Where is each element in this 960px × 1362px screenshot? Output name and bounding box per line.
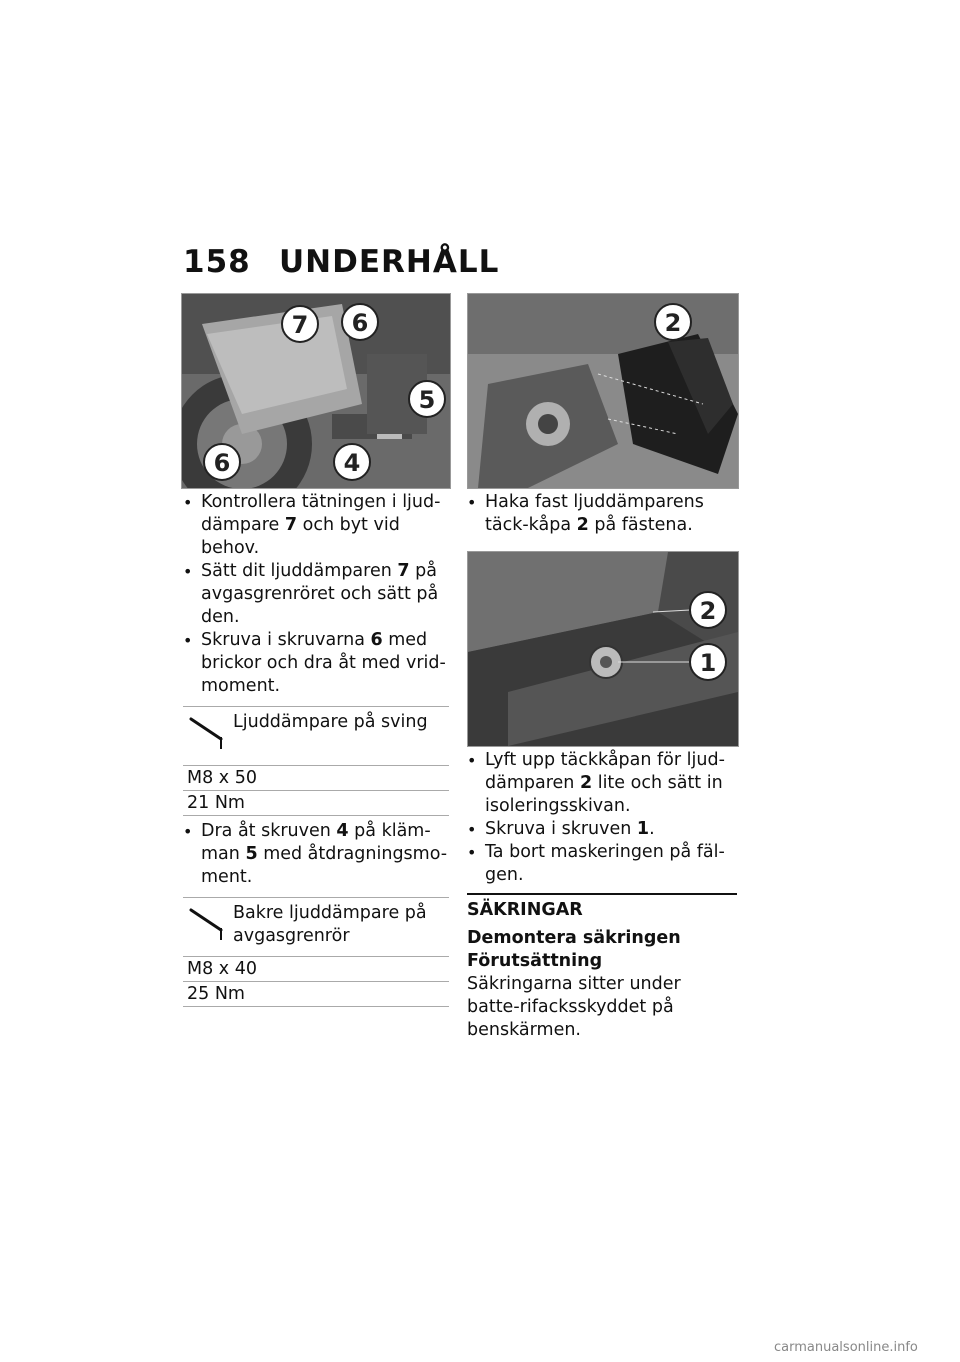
page-number: 158 — [183, 244, 251, 280]
instruction-list-4 — [467, 749, 737, 887]
list-item: • Haka fast ljuddämparens täck-kåpa 2 på fästena. — [467, 491, 737, 537]
spec-label: Bakre ljuddämpare på avgasgrenrör — [233, 903, 427, 946]
right-column-top — [467, 491, 737, 537]
spec-size: M8 x 50 — [183, 766, 449, 791]
cover-photo — [467, 293, 739, 489]
muffler-photo — [181, 293, 451, 489]
callout-4: 4 — [343, 449, 361, 477]
subsection-title: Demontera säkringen — [467, 928, 681, 948]
prerequisite-text: Säkringarna sitter under batte-rifacksskyddet på benskärmen. — [467, 974, 681, 1040]
muffler-illustration — [182, 294, 450, 488]
section-divider — [467, 893, 737, 895]
callout-7: 7 — [291, 311, 309, 339]
page-header — [183, 244, 499, 280]
list-item: • Lyft upp täckkåpan för ljud-dämparen 2 lite och sätt in isoleringsskivan. — [467, 749, 737, 818]
torque-spec-2 — [183, 897, 449, 1007]
spec-torque: 21 Nm — [183, 791, 449, 816]
spec-size: M8 x 40 — [183, 957, 449, 982]
list-item: • Kontrollera tätningen i ljud-dämpare 7 och byt vid behov. — [183, 491, 449, 560]
prerequisite-title: Förutsättning — [467, 951, 603, 971]
torque-wrench-icon — [187, 711, 227, 751]
right-column-bottom — [467, 927, 737, 1042]
torque-spec-1 — [183, 706, 449, 816]
instruction-list-3 — [467, 491, 737, 537]
screw-illustration — [468, 552, 738, 746]
callout-2: 2 — [699, 597, 717, 625]
instruction-list-2 — [183, 820, 449, 889]
list-item: • Skruva i skruven 1. — [467, 818, 737, 841]
section-title: SÄKRINGAR — [467, 900, 583, 920]
cover-illustration — [468, 294, 738, 488]
list-item: • Dra åt skruven 4 på kläm-man 5 med åtdragningsmo-ment. — [183, 820, 449, 889]
list-item: • Ta bort maskeringen på fäl-gen. — [467, 841, 737, 887]
torque-wrench-icon — [187, 902, 227, 942]
list-item: • Sätt dit ljuddämparen 7 på avgasgrenröret och sätt på den. — [183, 560, 449, 629]
list-item: • Skruva i skruvarna 6 med brickor och dra åt med vrid-moment. — [183, 629, 449, 698]
instruction-list-1 — [183, 491, 449, 698]
callout-6a: 6 — [351, 309, 369, 337]
callout-6b: 6 — [213, 449, 231, 477]
spec-label: Ljuddämpare på sving — [233, 712, 428, 732]
spec-torque: 25 Nm — [183, 982, 449, 1007]
callout-1: 1 — [699, 649, 717, 677]
page-title: UNDERHÅLL — [279, 244, 500, 280]
left-column — [183, 491, 449, 1011]
watermark: carmanualsonline.info — [774, 1340, 918, 1355]
callout-2: 2 — [664, 309, 682, 337]
screw-photo — [467, 551, 739, 747]
callout-5: 5 — [418, 386, 436, 414]
right-column-middle — [467, 749, 737, 887]
